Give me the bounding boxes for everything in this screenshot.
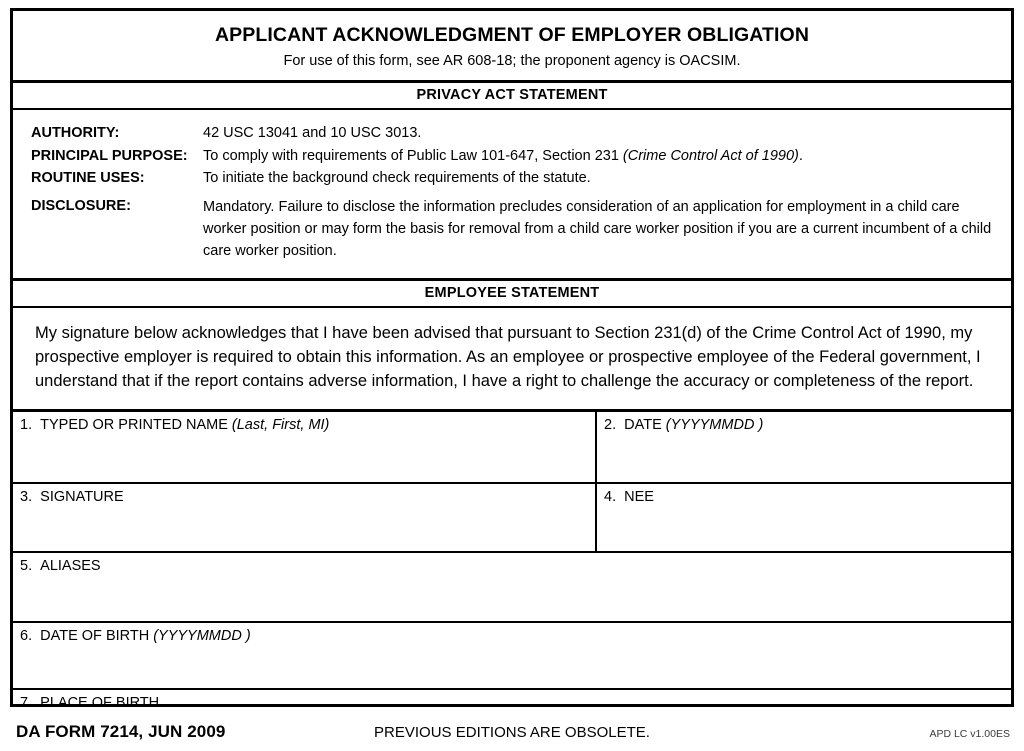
- privacy-value-routine-uses: To initiate the background check requirements of the statute.: [203, 170, 591, 187]
- privacy-act-body: [13, 110, 1011, 278]
- field-title-4: NEE: [624, 488, 654, 505]
- field-number-1: 1.: [20, 416, 33, 433]
- footer-version: APD LC v1.00ES: [929, 728, 1010, 740]
- field-label-1: [20, 417, 595, 434]
- field-label-4: [604, 489, 1011, 506]
- privacy-value-disclosure: Mandatory. Failure to disclose the information precludes consideration of an application for employment in a child care worker position or may form the basis for removal from a child care worker position if you are a current incumbent of a child care worker position.: [203, 198, 992, 259]
- section-header-privacy-act: PRIVACY ACT STATEMENT: [13, 80, 1011, 110]
- field-label-3: [20, 489, 595, 506]
- privacy-value-authority: 42 USC 13041 and 10 USC 3013.: [203, 125, 422, 142]
- field-title-5: ALIASES: [40, 557, 101, 574]
- principal-purpose-text-lead: To comply with requirements of Public Law 101-647, Section 231: [203, 147, 623, 164]
- field-aliases[interactable]: [13, 553, 1011, 621]
- footer-edition-notice: PREVIOUS EDITIONS ARE OBSOLETE.: [374, 724, 650, 741]
- field-nee[interactable]: [597, 484, 1011, 551]
- page-title: APPLICANT ACKNOWLEDGMENT OF EMPLOYER OBLIGATION: [214, 24, 809, 46]
- field-title-3: SIGNATURE: [40, 488, 124, 505]
- field-number-2: 2.: [604, 416, 617, 433]
- employee-statement-body: [13, 308, 1011, 409]
- footer-form-number: DA FORM 7214, JUN 2009: [16, 722, 226, 741]
- principal-purpose-text-tail: .: [798, 147, 803, 164]
- field-date-of-birth[interactable]: [13, 623, 1011, 688]
- form-document: [10, 8, 1014, 711]
- field-date[interactable]: [597, 412, 1011, 482]
- field-typed-or-printed-name[interactable]: [13, 412, 597, 482]
- field-hint-6: (YYYYMMDD ): [153, 627, 251, 644]
- field-label-6: [20, 628, 1011, 645]
- privacy-label-disclosure: DISCLOSURE:: [31, 197, 131, 214]
- privacy-label-principal-purpose: PRINCIPAL PURPOSE:: [31, 147, 188, 164]
- privacy-value-principal-purpose: [203, 146, 995, 167]
- privacy-row-authority: [31, 123, 995, 144]
- field-title-6: DATE OF BIRTH: [40, 627, 150, 644]
- field-label-5: [20, 558, 1011, 575]
- form-fields-grid: [13, 409, 1011, 742]
- field-row-1: [13, 412, 1011, 484]
- field-row-2: [13, 484, 1011, 553]
- privacy-row-disclosure: [31, 196, 995, 262]
- privacy-label-routine-uses: ROUTINE USES:: [31, 170, 145, 187]
- field-label-7: [20, 695, 1011, 712]
- field-number-4: 4.: [604, 488, 617, 505]
- section-header-employee-statement: EMPLOYEE STATEMENT: [13, 278, 1011, 308]
- field-number-7: 7.: [20, 694, 33, 711]
- privacy-label-authority: AUTHORITY:: [31, 125, 120, 142]
- privacy-row-routine-uses: [31, 168, 995, 189]
- field-number-3: 3.: [20, 488, 33, 505]
- employee-statement-text: My signature below acknowledges that I have been advised that pursuant to Section 231(d) of the Crime Control Act of 1990, my prospective employer is required to obtain this information. As an employee or prospective employee of the Federal government, I understand that if the report contains adverse information, I have a right to challenge the accuracy or completeness of the report.: [35, 323, 981, 390]
- form-subtitle: For use of this form, see AR 608-18; the proponent agency is OACSIM.: [283, 53, 741, 70]
- field-hint-1: (Last, First, MI): [231, 416, 330, 433]
- form-footer: [10, 722, 1014, 746]
- field-signature[interactable]: [13, 484, 597, 551]
- privacy-row-principal-purpose: [31, 146, 995, 167]
- field-row-3: [13, 553, 1011, 623]
- form-title-block: [13, 11, 1011, 80]
- field-number-5: 5.: [20, 557, 33, 574]
- field-label-2: [604, 417, 1011, 434]
- field-title-7: PLACE OF BIRTH: [40, 694, 160, 711]
- field-hint-2: (YYYYMMDD ): [665, 416, 764, 433]
- field-row-4: [13, 623, 1011, 690]
- field-number-6: 6.: [20, 627, 33, 644]
- field-title-1: TYPED OR PRINTED NAME: [40, 416, 228, 433]
- principal-purpose-text-italic: (Crime Control Act of 1990): [622, 147, 799, 164]
- field-title-2: DATE: [624, 416, 662, 433]
